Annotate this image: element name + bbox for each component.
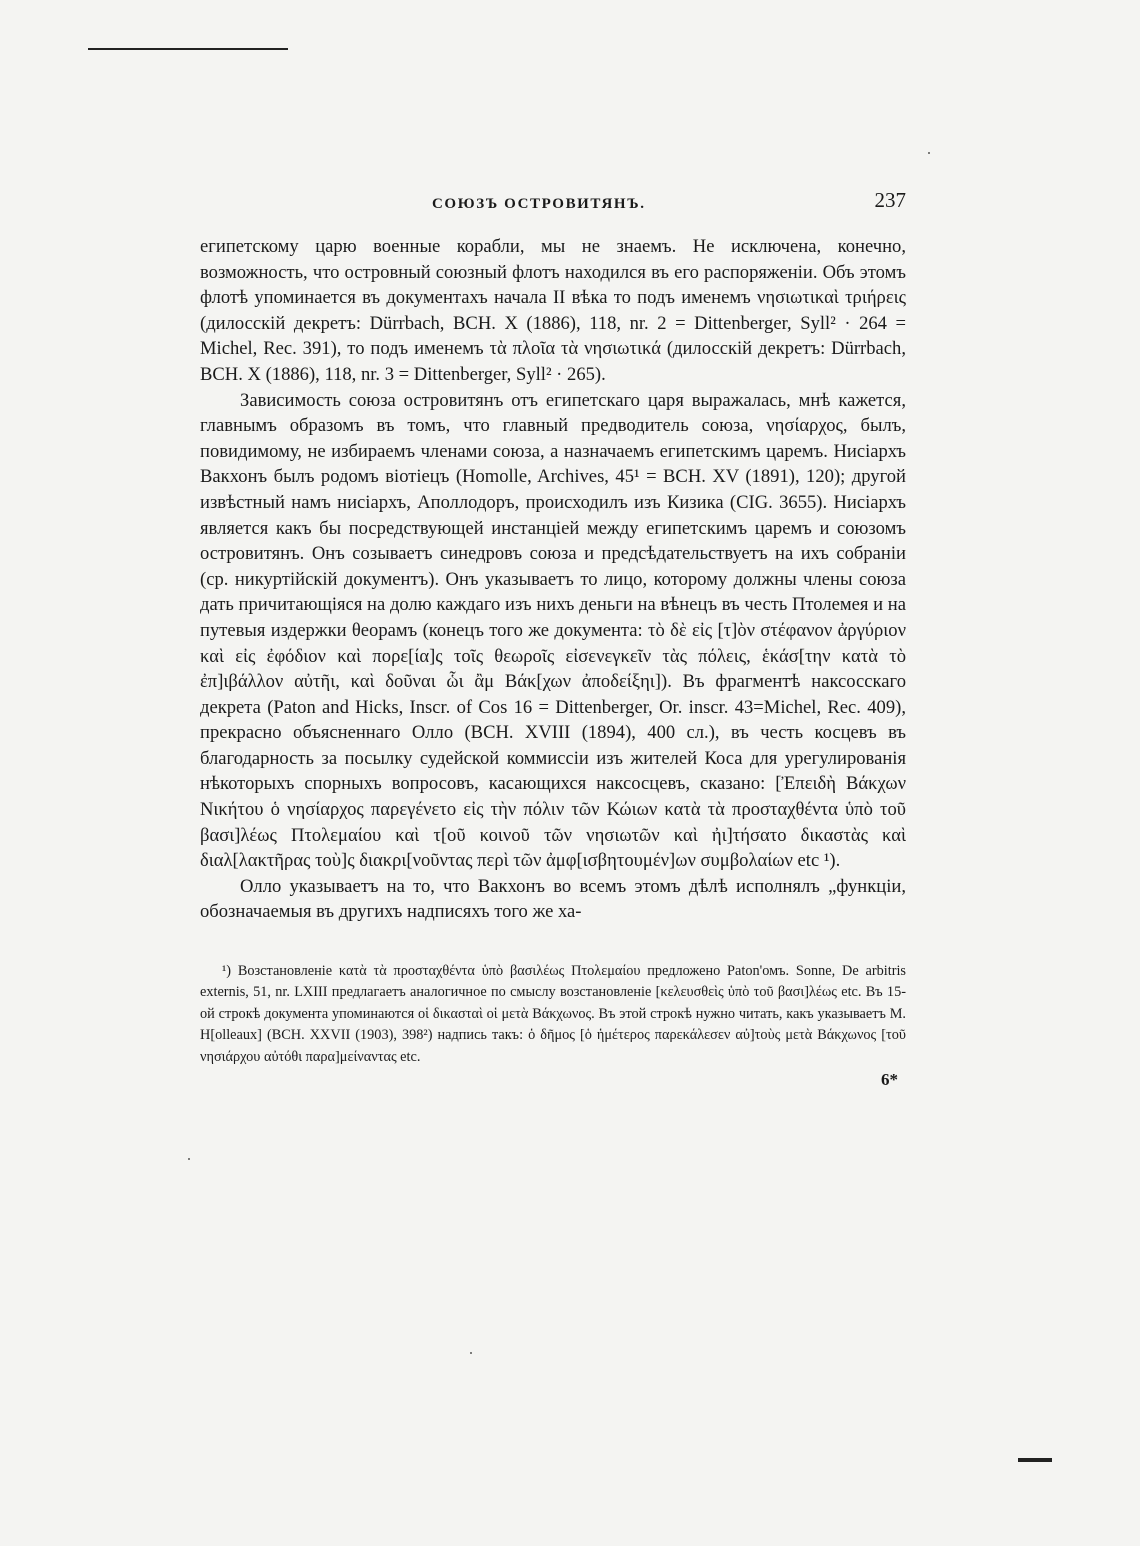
footnote: ¹) Возстановленіе κατὰ τὰ προσταχθέντα ὑπὸ βασιλέως Πτολεμαίου предложено Paton'омъ. Sonne, De arbitris externis, 51, nr. LXIII предлагаетъ аналогичное по смыслу возстановленіе [κελευσθεὶς ὑπὸ τοῦ βασι]λέως etc. Въ 15-ой строкѣ документа упоминаются οἱ δικασταὶ οἱ μετὰ Βάκχωνος. Въ этой строкѣ нужно читать, какъ указываетъ M. H[olleaux] (BCH. XXVII (1903), 398²) надпись такъ: ὁ δῆμος [ὁ ἡμέτερος παρεκάλεσεν αὐ]τοὺς μετὰ Βάκχωνος [τοῦ νησιάρχου αὐτόθι παρα]μείναντας etc. [200,963,906,1065]
footnotes [200,961,906,1068]
page-header [200,188,906,224]
paragraph: египетскому царю военные корабли, мы не знаемъ. Не исключена, конечно, возможность, что островный союзный флотъ находился въ его распоряженіи. Объ этомъ флотѣ упоминается въ документахъ начала II вѣка то подъ именемъ νησιωτικαὶ τριήρεις (дилосскій декретъ: Dürrbach, BCH. X (1886), 118, nr. 2 = Dittenberger, Syll² · 264 = Michel, Rec. 391), то подъ именемъ τὰ πλοῖα τὰ νησιωτικά (дилосскій декретъ: Dürrbach, BCH. X (1886), 118, nr. 3 = Dittenberger, Syll² · 265). [200,236,906,385]
speck [928,152,930,154]
main-text [200,234,906,925]
signature-mark: 6* [881,1070,898,1090]
paragraph: Олло указываетъ на то, что Вакхонъ во всемъ этомъ дѣлѣ исполнялъ „функціи, обозначаемыя въ другихъ надписяхъ того же ха- [200,875,906,923]
top-rule [88,48,288,50]
page-number: 237 [874,188,906,212]
speck [188,1158,190,1160]
speck [470,1352,472,1354]
running-head: СОЮЗЪ ОСТРОВИТЯНЪ. [432,196,646,212]
book-page [200,188,906,1090]
margin-mark [1018,1458,1052,1462]
paragraph: Зависимость союза островитянъ отъ египетскаго царя выражалась, мнѣ кажется, главнымъ образомъ въ томъ, что главный предводитель союза, νησίαρχος, былъ, повидимому, не избираемъ членами союза, а назначаемъ египетскимъ царемъ. Нисіархъ Вакхонъ былъ родомъ віотіецъ (Homolle, Archives, 45¹ = BCH. XV (1891), 120); другой извѣстный намъ нисіархъ, Аполлодоръ, происходилъ изъ Кизика (CIG. 3655). Нисіархъ является какъ бы посредствующей инстанціей между египетскимъ царемъ и союзомъ островитянъ. Онъ созываетъ синедровъ союза и предсѣдательствуетъ на ихъ собраніи (ср. никуртійскій документъ). Онъ указываетъ то лицо, которому должны члены союза дать причитающіяся на долю каждаго изъ нихъ деньги на вѣнецъ въ честь Птолемея и на путевыя издержки θеорамъ (конецъ того же документа: τὸ δὲ εἰς [τ]ὸν στέφανον ἀργύριον καὶ εἰς ἐφόδιον καὶ πορε[ία]ς τοῖς θεωροῖς εἰσενεγκεῖν τὰς πόλεις, ἑκάσ[την κατὰ τὸ ἐπ]ιβάλλον αὐτῆι, καὶ δοῦναι ὧι ἂμ Βάκ[χων ἀποδείξηι]). Въ фрагментѣ наксосскаго декрета (Paton and Hicks, Inscr. of Cos 16 = Dittenberger, Or. inscr. 43=Michel, Rec. 409), прекрасно объясненнаго Олло (BCH. XVIII (1894), 400 сл.), въ честь косцевъ въ благодарность за посылку судейской коммиссіи изъ жителей Коса для урегулированія нѣкоторыхъ спорныхъ вопросовъ, касающихся наксосцевъ, сказано: [Ἐπειδὴ Βάκχων Νικήτου ὁ νησίαρχος παρεγένετο εἰς τὴν πόλιν τῶν Κώιων κατὰ τὰ προσταχθέντα ὑπὸ τοῦ βασι]λέως Πτολεμαίου καὶ τ[οῦ κοινοῦ τῶν νησιωτῶν καὶ ἠι]τήσατο δικαστὰς καὶ διαλ[λακτῆρας τοὺ]ς διακρι[νοῦντας περὶ τῶν ἀμφ[ισβητουμέν]ων συμβολαίων etc ¹). [200,389,906,872]
